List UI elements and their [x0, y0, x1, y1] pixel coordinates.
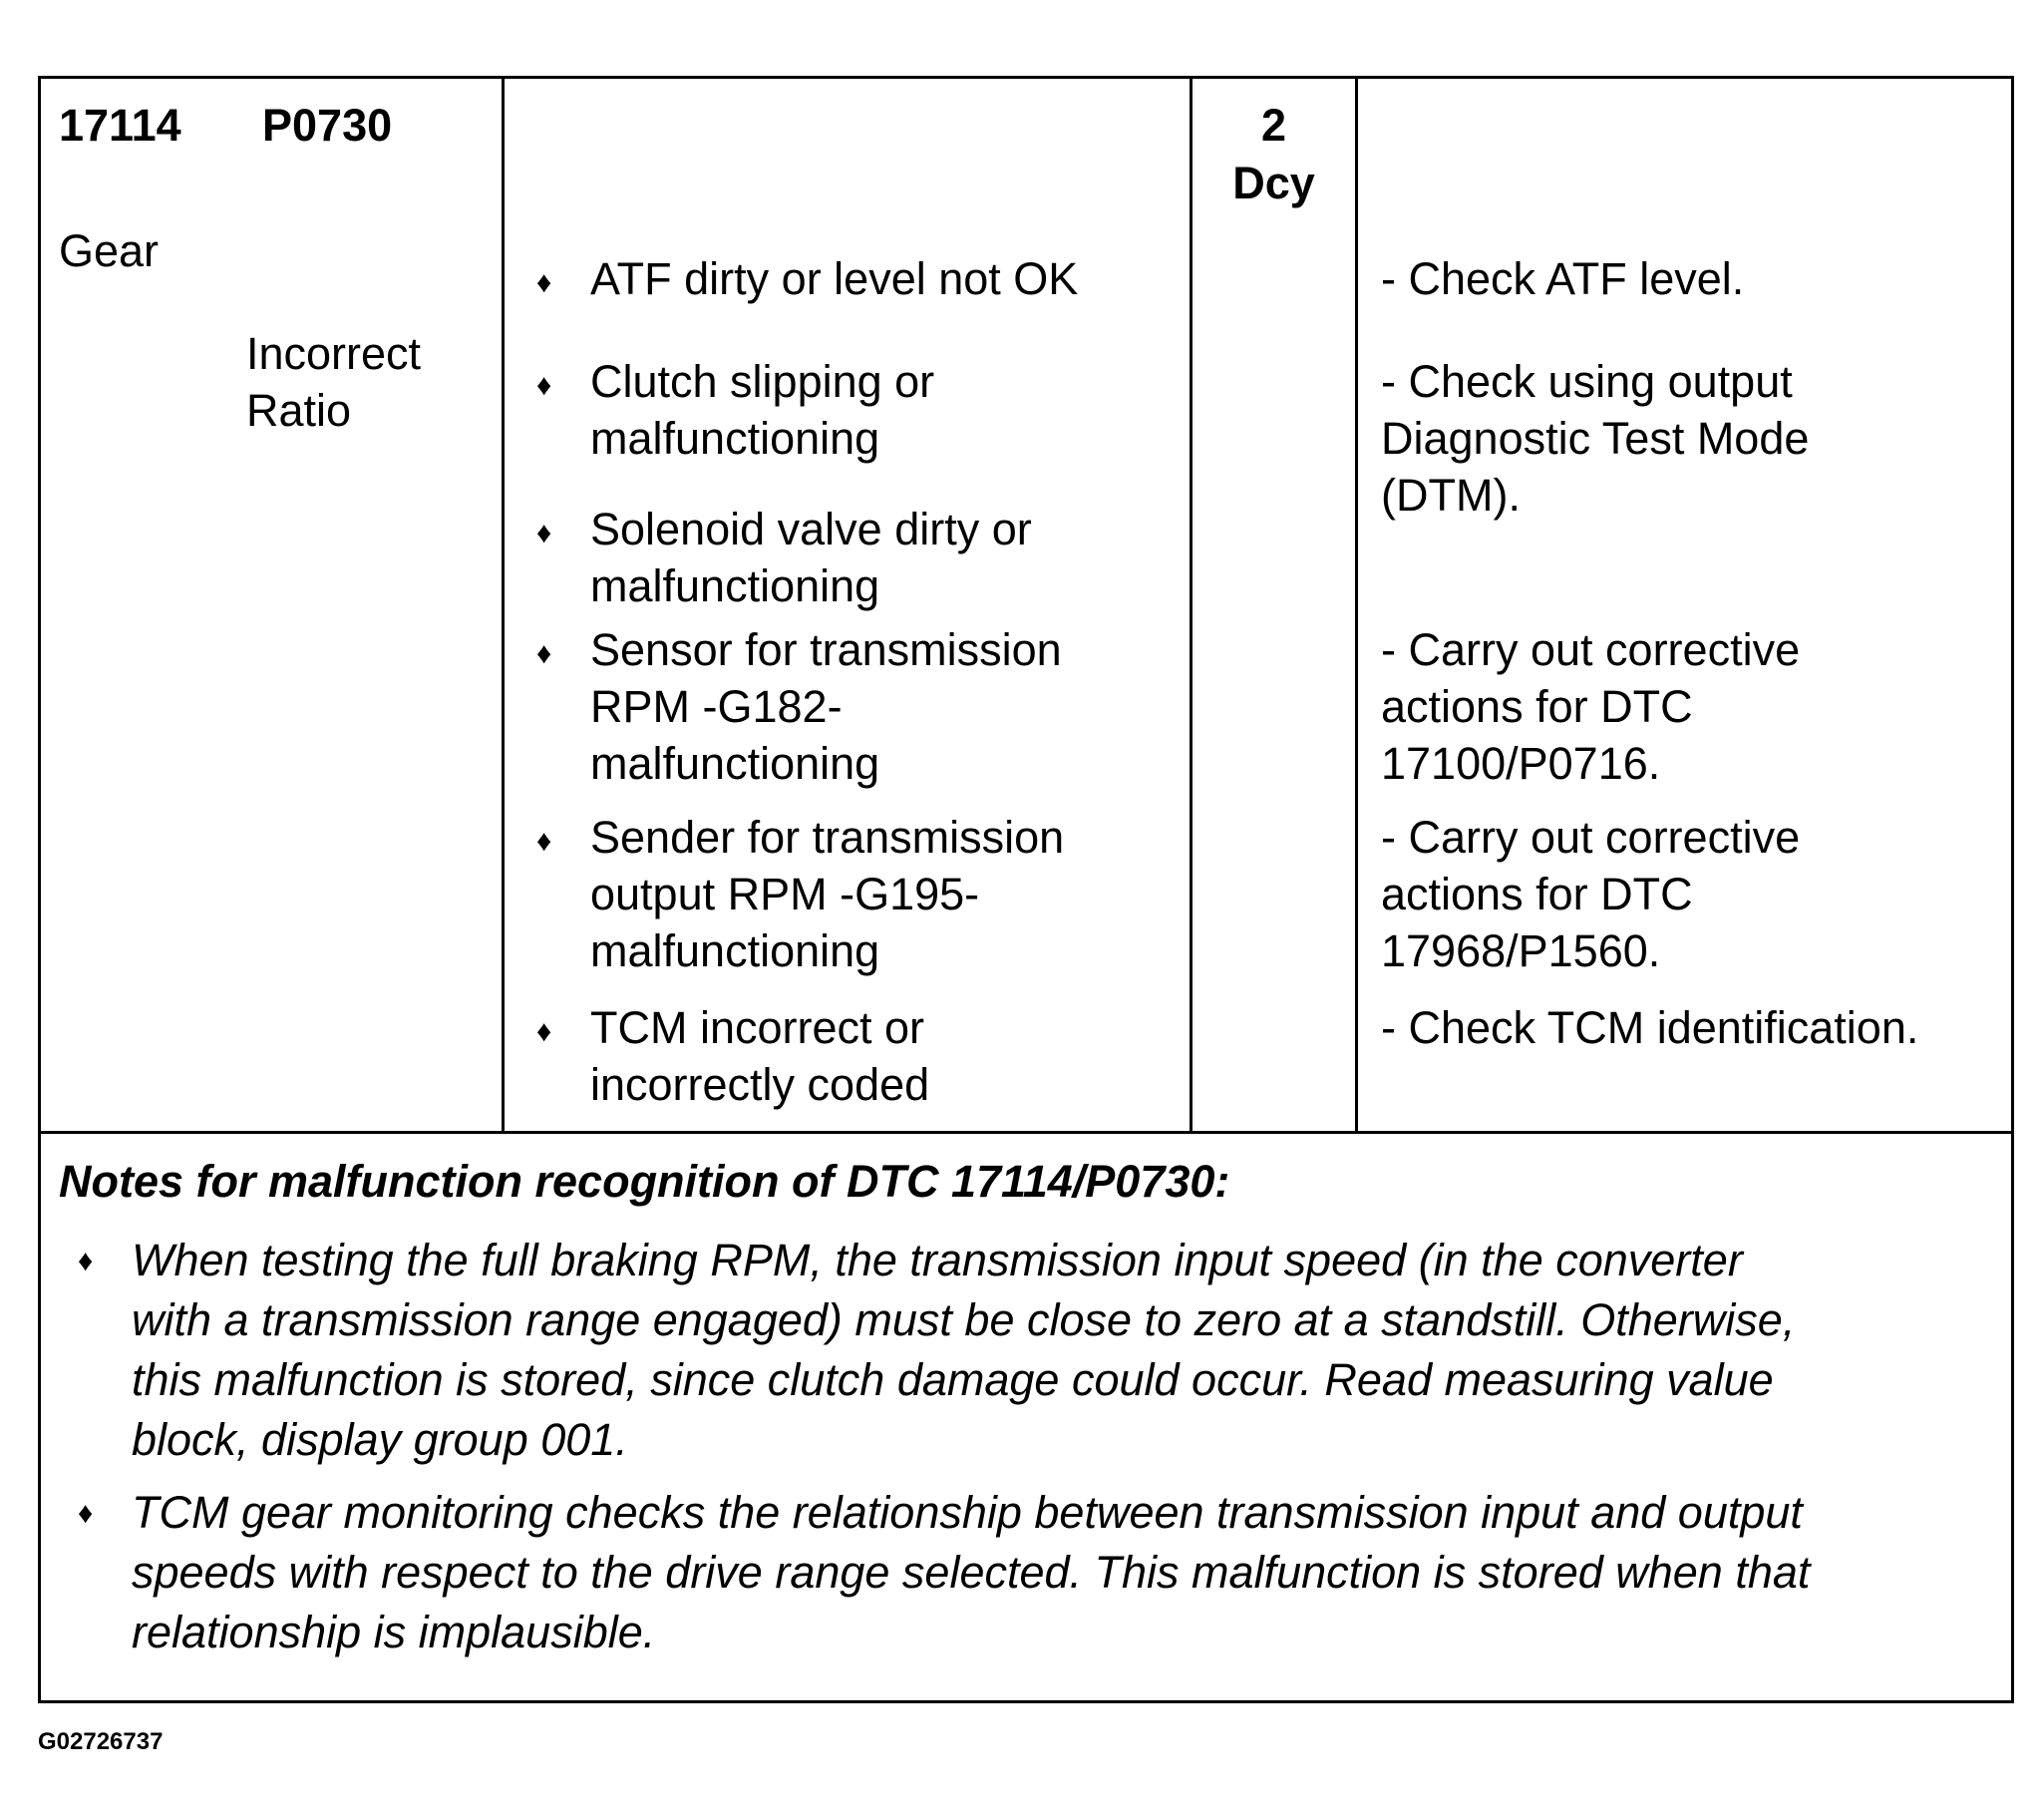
cause-4-line-2: RPM -G182- — [590, 681, 843, 732]
cause-3-line-2: malfunctioning — [590, 560, 880, 611]
fault-line-2: Ratio — [246, 385, 352, 436]
column-divider-1 — [502, 79, 505, 1131]
cause-1-line-1: ATF dirty or level not OK — [590, 253, 1079, 304]
dtc-table — [38, 76, 2014, 1703]
bullet-icon: ♦ — [536, 517, 552, 549]
bullet-icon: ♦ — [536, 825, 552, 858]
cause-3-line-1: Solenoid valve dirty or — [590, 504, 1032, 554]
action-3-line-3: 17100/P0716. — [1381, 738, 1661, 789]
action-4-line-1: - Carry out corrective — [1381, 812, 1801, 863]
obd-code: P0730 — [262, 100, 393, 151]
bullet-icon: ♦ — [78, 1497, 94, 1530]
cause-4-line-1: Sensor for transmission — [590, 624, 1062, 675]
action-2-line-2: Diagnostic Test Mode — [1381, 413, 1810, 464]
cause-2-line-1: Clutch slipping or — [590, 356, 935, 407]
cause-5-line-2: output RPM -G195- — [590, 869, 980, 919]
bullet-icon: ♦ — [78, 1245, 94, 1277]
fault-word-gear: Gear — [59, 225, 160, 276]
cause-2-line-2: malfunctioning — [590, 413, 880, 464]
action-4-line-2: actions for DTC — [1381, 869, 1693, 919]
note-2-line-1: TCM gear monitoring checks the relationship between transmission input and output — [132, 1487, 1803, 1538]
action-4-line-3: 17968/P1560. — [1381, 925, 1661, 976]
cause-5-line-3: malfunctioning — [590, 925, 880, 976]
bullet-icon: ♦ — [536, 637, 552, 670]
note-1-line-2: with a transmission range engaged) must be close to zero at a standstill. Otherwise, — [132, 1294, 1796, 1345]
action-5-line-1: - Check TCM identification. — [1381, 1002, 1919, 1053]
dtc-code: 17114 — [59, 100, 181, 151]
action-1-line-1: - Check ATF level. — [1381, 253, 1745, 304]
note-1-line-1: When testing the full braking RPM, the transmission input speed (in the converter — [132, 1235, 1743, 1285]
action-2-line-3: (DTM). — [1381, 470, 1521, 521]
cause-6-line-2: incorrectly coded — [590, 1059, 930, 1110]
bullet-icon: ♦ — [536, 369, 552, 402]
bullet-icon: ♦ — [536, 1015, 552, 1048]
column-divider-2 — [1190, 79, 1192, 1131]
action-3-line-2: actions for DTC — [1381, 681, 1693, 732]
note-1-line-3: this malfunction is stored, since clutch damage could occur. Read measuring value — [132, 1354, 1774, 1405]
column-divider-3 — [1355, 79, 1358, 1131]
figure-id: G02726737 — [38, 1728, 164, 1755]
cause-5-line-1: Sender for transmission — [590, 812, 1065, 863]
row-divider — [41, 1131, 2011, 1134]
dcy-label: Dcy — [1232, 158, 1315, 208]
action-3-line-1: - Carry out corrective — [1381, 624, 1801, 675]
notes-heading: Notes for malfunction recognition of DTC 17114/P0730: — [59, 1156, 1230, 1207]
action-2-line-1: - Check using output — [1381, 356, 1793, 407]
cause-6-line-1: TCM incorrect or — [590, 1002, 925, 1053]
bullet-icon: ♦ — [536, 266, 552, 299]
cause-4-line-3: malfunctioning — [590, 738, 880, 789]
note-2-line-3: relationship is implausible. — [132, 1607, 656, 1657]
note-2-line-2: speeds with respect to the drive range selected. This malfunction is stored when that — [132, 1547, 1811, 1598]
note-1-line-4: block, display group 001. — [132, 1414, 628, 1465]
dcy-count: 2 — [1260, 100, 1287, 151]
fault-line-1: Incorrect — [246, 328, 422, 379]
